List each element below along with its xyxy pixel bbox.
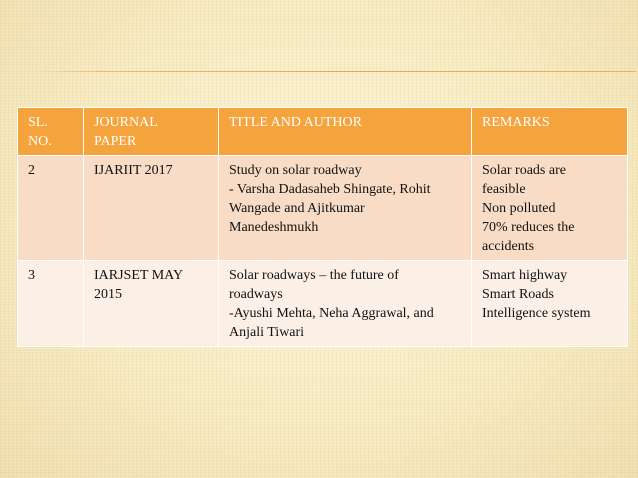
cell-title-and-author: Solar roadways – the future of roadways -Ayushi Mehta, Neha Aggrawal, and Anjali Tiwari: [219, 261, 472, 347]
header-sl-no: SL. NO.: [18, 108, 84, 156]
table-row: [18, 156, 628, 261]
cell-journal-paper: IJARIIT 2017: [84, 156, 219, 261]
table-header-row: [18, 108, 628, 156]
literature-review-table-container: [17, 107, 627, 347]
cell-remarks: Smart highway Smart Roads Intelligence system: [472, 261, 628, 347]
cell-journal-paper: IARJSET MAY 2015: [84, 261, 219, 347]
cell-sl-no: 2: [18, 156, 84, 261]
title-divider-line: [28, 71, 636, 72]
header-title-and-author: TITLE AND AUTHOR: [219, 108, 472, 156]
cell-title-and-author: Study on solar roadway - Varsha Dadasaheb Shingate, Rohit Wangade and Ajitkumar Manedeshmukh: [219, 156, 472, 261]
cell-remarks: Solar roads are feasible Non polluted 70% reduces the accidents: [472, 156, 628, 261]
cell-sl-no: 3: [18, 261, 84, 347]
literature-review-table: [17, 107, 628, 347]
header-remarks: REMARKS: [472, 108, 628, 156]
header-journal-paper: JOURNAL PAPER: [84, 108, 219, 156]
table-row: [18, 261, 628, 347]
